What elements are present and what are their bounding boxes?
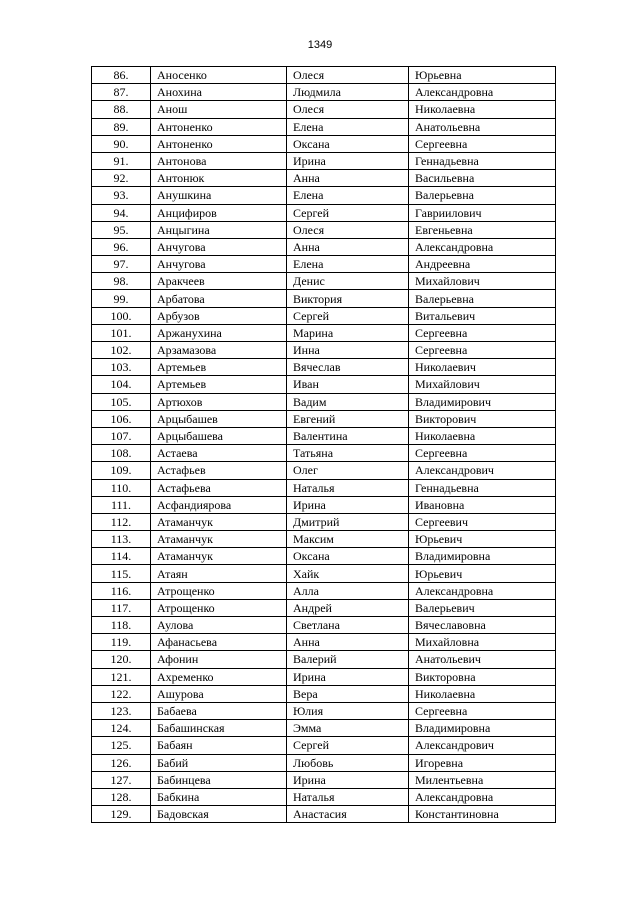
table-row [92, 617, 556, 634]
surname-cell: Анушкина [151, 187, 287, 204]
patronymic-cell: Вячеславовна [409, 617, 556, 634]
table-row [92, 565, 556, 582]
table-row [92, 582, 556, 599]
surname-cell: Атаманчук [151, 531, 287, 548]
table-row [92, 187, 556, 204]
patronymic-cell: Константиновна [409, 806, 556, 823]
table-row [92, 204, 556, 221]
surname-cell: Анохина [151, 84, 287, 101]
surname-cell: Арцыбашева [151, 427, 287, 444]
surname-cell: Арбузов [151, 307, 287, 324]
patronymic-cell: Геннадьевна [409, 479, 556, 496]
patronymic-cell: Владимировна [409, 548, 556, 565]
table-row [92, 101, 556, 118]
surname-cell: Артемьев [151, 359, 287, 376]
patronymic-cell: Михайловна [409, 634, 556, 651]
row-number: 100. [92, 307, 151, 324]
name-cell: Наталья [287, 788, 409, 805]
name-cell: Любовь [287, 754, 409, 771]
name-cell: Иван [287, 376, 409, 393]
surname-cell: Аржанухина [151, 324, 287, 341]
surname-cell: Афонин [151, 651, 287, 668]
surname-cell: Анчугова [151, 256, 287, 273]
patronymic-cell: Сергеевна [409, 445, 556, 462]
patronymic-cell: Юрьевна [409, 67, 556, 84]
patronymic-cell: Валерьевна [409, 290, 556, 307]
table-row [92, 599, 556, 616]
surname-cell: Артемьев [151, 376, 287, 393]
patronymic-cell: Михайлович [409, 273, 556, 290]
name-cell: Юлия [287, 702, 409, 719]
surname-cell: Антонюк [151, 170, 287, 187]
surname-cell: Арзамазова [151, 342, 287, 359]
name-cell: Сергей [287, 307, 409, 324]
patronymic-cell: Александровна [409, 788, 556, 805]
row-number: 93. [92, 187, 151, 204]
table-row [92, 427, 556, 444]
table-row [92, 548, 556, 565]
surname-cell: Анош [151, 101, 287, 118]
name-cell: Анастасия [287, 806, 409, 823]
name-cell: Ирина [287, 668, 409, 685]
patronymic-cell: Анатольевич [409, 651, 556, 668]
table-row [92, 238, 556, 255]
surname-cell: Бабаева [151, 702, 287, 719]
row-number: 113. [92, 531, 151, 548]
surname-cell: Антоненко [151, 135, 287, 152]
name-cell: Дмитрий [287, 513, 409, 530]
surname-cell: Анцифиров [151, 204, 287, 221]
name-cell: Денис [287, 273, 409, 290]
row-number: 108. [92, 445, 151, 462]
row-number: 98. [92, 273, 151, 290]
table-row [92, 754, 556, 771]
name-cell: Елена [287, 187, 409, 204]
surname-cell: Астафьев [151, 462, 287, 479]
patronymic-cell: Александрович [409, 737, 556, 754]
patronymic-cell: Юрьевич [409, 531, 556, 548]
name-cell: Ирина [287, 771, 409, 788]
surname-cell: Атаманчук [151, 513, 287, 530]
table-row [92, 342, 556, 359]
name-cell: Оксана [287, 548, 409, 565]
table-row [92, 221, 556, 238]
patronymic-cell: Ивановна [409, 496, 556, 513]
surname-cell: Ахременко [151, 668, 287, 685]
row-number: 87. [92, 84, 151, 101]
name-cell: Евгений [287, 410, 409, 427]
row-number: 122. [92, 685, 151, 702]
name-cell: Максим [287, 531, 409, 548]
row-number: 129. [92, 806, 151, 823]
table-row [92, 290, 556, 307]
surname-cell: Артюхов [151, 393, 287, 410]
patronymic-cell: Владимирович [409, 393, 556, 410]
table-row [92, 702, 556, 719]
patronymic-cell: Анатольевна [409, 118, 556, 135]
surname-cell: Антонова [151, 152, 287, 169]
table-row [92, 135, 556, 152]
surname-cell: Анцыгина [151, 221, 287, 238]
patronymic-cell: Валерьевна [409, 187, 556, 204]
name-cell: Елена [287, 118, 409, 135]
table-row [92, 788, 556, 805]
table-row [92, 668, 556, 685]
name-cell: Анна [287, 634, 409, 651]
name-cell: Ирина [287, 496, 409, 513]
row-number: 97. [92, 256, 151, 273]
patronymic-cell: Васильевна [409, 170, 556, 187]
table-row [92, 720, 556, 737]
name-cell: Наталья [287, 479, 409, 496]
name-cell: Олеся [287, 67, 409, 84]
name-cell: Виктория [287, 290, 409, 307]
row-number: 95. [92, 221, 151, 238]
row-number: 92. [92, 170, 151, 187]
patronymic-cell: Александровна [409, 582, 556, 599]
row-number: 121. [92, 668, 151, 685]
table-row [92, 771, 556, 788]
surname-cell: Аракчеев [151, 273, 287, 290]
surname-cell: Атаманчук [151, 548, 287, 565]
name-cell: Инна [287, 342, 409, 359]
name-cell: Олеся [287, 101, 409, 118]
row-number: 120. [92, 651, 151, 668]
row-number: 111. [92, 496, 151, 513]
patronymic-cell: Сергеевна [409, 324, 556, 341]
row-number: 119. [92, 634, 151, 651]
row-number: 107. [92, 427, 151, 444]
table-row [92, 479, 556, 496]
table-row [92, 256, 556, 273]
surname-cell: Бабашинская [151, 720, 287, 737]
row-number: 103. [92, 359, 151, 376]
name-cell: Вера [287, 685, 409, 702]
row-number: 106. [92, 410, 151, 427]
row-number: 114. [92, 548, 151, 565]
surname-cell: Атаян [151, 565, 287, 582]
surname-cell: Асфандиярова [151, 496, 287, 513]
patronymic-cell: Викторович [409, 410, 556, 427]
surname-cell: Афанасьева [151, 634, 287, 651]
table-row [92, 84, 556, 101]
name-cell: Валерий [287, 651, 409, 668]
row-number: 117. [92, 599, 151, 616]
name-cell: Сергей [287, 737, 409, 754]
patronymic-cell: Владимировна [409, 720, 556, 737]
table-row [92, 118, 556, 135]
surname-cell: Антоненко [151, 118, 287, 135]
table-row [92, 359, 556, 376]
surname-cell: Аулова [151, 617, 287, 634]
surname-cell: Ашурова [151, 685, 287, 702]
surname-cell: Аносенко [151, 67, 287, 84]
row-number: 126. [92, 754, 151, 771]
table-row [92, 634, 556, 651]
table-row [92, 170, 556, 187]
table-row [92, 152, 556, 169]
table-row [92, 376, 556, 393]
surname-cell: Бабинцева [151, 771, 287, 788]
name-cell: Оксана [287, 135, 409, 152]
patronymic-cell: Николаевна [409, 101, 556, 118]
names-table-body [92, 67, 556, 823]
name-cell: Людмила [287, 84, 409, 101]
surname-cell: Астафьева [151, 479, 287, 496]
row-number: 94. [92, 204, 151, 221]
row-number: 99. [92, 290, 151, 307]
patronymic-cell: Александровна [409, 84, 556, 101]
table-row [92, 513, 556, 530]
name-cell: Светлана [287, 617, 409, 634]
row-number: 112. [92, 513, 151, 530]
patronymic-cell: Милентьевна [409, 771, 556, 788]
patronymic-cell: Евгеньевна [409, 221, 556, 238]
row-number: 110. [92, 479, 151, 496]
name-cell: Вячеслав [287, 359, 409, 376]
table-row [92, 531, 556, 548]
name-cell: Алла [287, 582, 409, 599]
name-cell: Анна [287, 238, 409, 255]
row-number: 86. [92, 67, 151, 84]
table-row [92, 273, 556, 290]
row-number: 124. [92, 720, 151, 737]
patronymic-cell: Александрович [409, 462, 556, 479]
name-cell: Олег [287, 462, 409, 479]
name-cell: Валентина [287, 427, 409, 444]
name-cell: Марина [287, 324, 409, 341]
patronymic-cell: Витальевич [409, 307, 556, 324]
patronymic-cell: Гавриилович [409, 204, 556, 221]
surname-cell: Атрощенко [151, 599, 287, 616]
patronymic-cell: Игоревна [409, 754, 556, 771]
name-cell: Ирина [287, 152, 409, 169]
surname-cell: Атрощенко [151, 582, 287, 599]
row-number: 115. [92, 565, 151, 582]
table-row [92, 496, 556, 513]
row-number: 105. [92, 393, 151, 410]
name-cell: Сергей [287, 204, 409, 221]
names-table [91, 66, 556, 823]
patronymic-cell: Николаевич [409, 359, 556, 376]
name-cell: Эмма [287, 720, 409, 737]
row-number: 90. [92, 135, 151, 152]
surname-cell: Бабаян [151, 737, 287, 754]
surname-cell: Анчугова [151, 238, 287, 255]
row-number: 109. [92, 462, 151, 479]
patronymic-cell: Сергеевна [409, 135, 556, 152]
name-cell: Елена [287, 256, 409, 273]
table-row [92, 410, 556, 427]
patronymic-cell: Николаевна [409, 685, 556, 702]
table-row [92, 651, 556, 668]
row-number: 91. [92, 152, 151, 169]
patronymic-cell: Сергеевич [409, 513, 556, 530]
table-row [92, 737, 556, 754]
name-cell: Андрей [287, 599, 409, 616]
row-number: 102. [92, 342, 151, 359]
table-row [92, 393, 556, 410]
page-number: 1349 [307, 39, 333, 51]
row-number: 104. [92, 376, 151, 393]
table-row [92, 324, 556, 341]
patronymic-cell: Михайлович [409, 376, 556, 393]
table-row [92, 445, 556, 462]
row-number: 123. [92, 702, 151, 719]
row-number: 125. [92, 737, 151, 754]
table-row [92, 806, 556, 823]
row-number: 118. [92, 617, 151, 634]
surname-cell: Бабкина [151, 788, 287, 805]
name-cell: Хайк [287, 565, 409, 582]
patronymic-cell: Юрьевич [409, 565, 556, 582]
patronymic-cell: Сергеевна [409, 342, 556, 359]
patronymic-cell: Сергеевна [409, 702, 556, 719]
patronymic-cell: Геннадьевна [409, 152, 556, 169]
name-cell: Вадим [287, 393, 409, 410]
surname-cell: Арцыбашев [151, 410, 287, 427]
patronymic-cell: Александровна [409, 238, 556, 255]
table-row [92, 67, 556, 84]
table-row [92, 307, 556, 324]
name-cell: Олеся [287, 221, 409, 238]
surname-cell: Бадовская [151, 806, 287, 823]
row-number: 101. [92, 324, 151, 341]
name-cell: Анна [287, 170, 409, 187]
patronymic-cell: Николаевна [409, 427, 556, 444]
patronymic-cell: Андреевна [409, 256, 556, 273]
row-number: 96. [92, 238, 151, 255]
surname-cell: Бабий [151, 754, 287, 771]
row-number: 89. [92, 118, 151, 135]
row-number: 128. [92, 788, 151, 805]
table-row [92, 462, 556, 479]
table-row [92, 685, 556, 702]
patronymic-cell: Викторовна [409, 668, 556, 685]
surname-cell: Арбатова [151, 290, 287, 307]
row-number: 127. [92, 771, 151, 788]
name-cell: Татьяна [287, 445, 409, 462]
surname-cell: Астаева [151, 445, 287, 462]
patronymic-cell: Валерьевич [409, 599, 556, 616]
row-number: 88. [92, 101, 151, 118]
row-number: 116. [92, 582, 151, 599]
